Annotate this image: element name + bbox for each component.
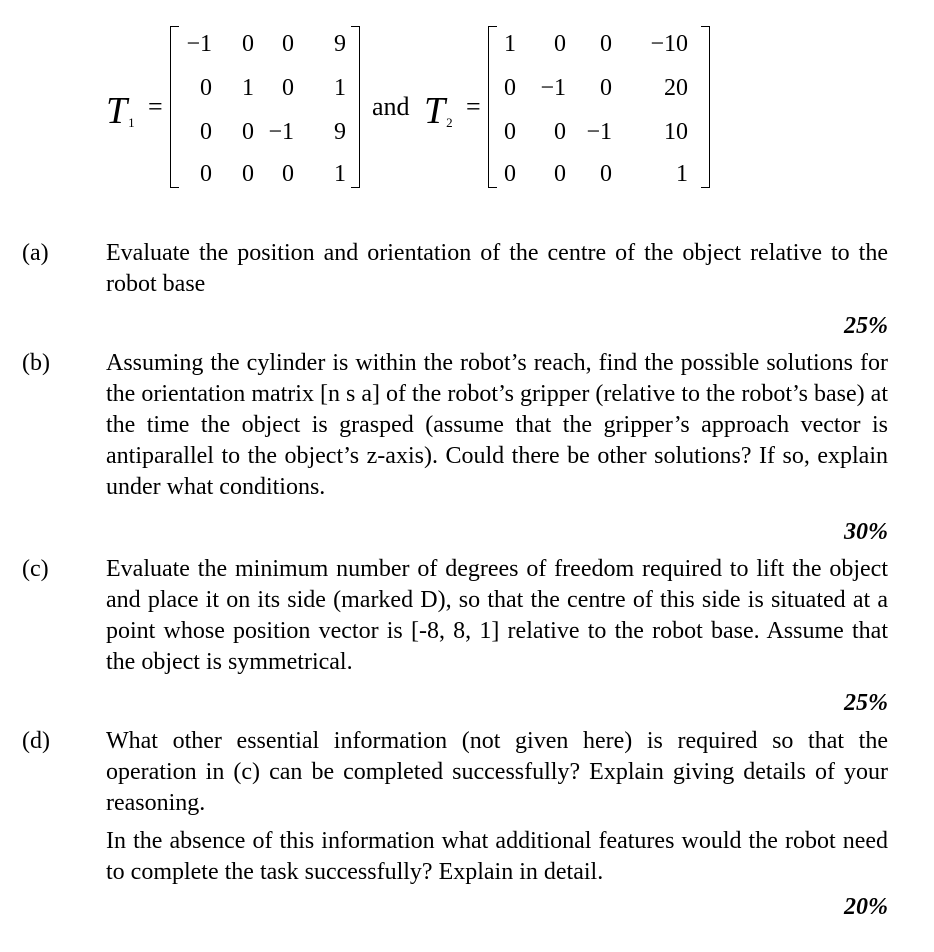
question-c-weight: 25% [844,690,888,716]
t2-matrix-cell: 0 [504,161,516,187]
t1-matrix-cell: 0 [282,75,294,101]
question-d-text-2: In the absence of this information what additional features would the robot need to complete the task successfully? Explain in detail. [106,828,888,885]
question-d-text: What other essential information (not given here) is required so that the operation in (c) can be completed successfully? Explain giving details of your reasoning. [106,728,888,816]
t2-matrix-cell: 1 [676,161,688,187]
t1-matrix-cell: 9 [334,119,346,145]
t2-matrix-cell: 0 [600,161,612,187]
t1-matrix-cell: 1 [334,161,346,187]
t1-label: T1 [106,90,135,132]
t1-matrix-cell: 0 [200,75,212,101]
t2-matrix-cell: 20 [664,75,688,101]
t2-matrix-cell: −1 [586,119,612,145]
t1-matrix-cell: 1 [242,75,254,101]
t1-matrix-cell: 1 [334,75,346,101]
t2-matrix-cell: −1 [540,75,566,101]
question-d-weight: 20% [844,894,888,920]
t1-matrix-cell: 9 [334,31,346,57]
t1-matrix-cell: 0 [242,119,254,145]
t2-equals: = [466,92,481,121]
t2-matrix-cell: 0 [554,161,566,187]
question-b-text: Assuming the cylinder is within the robot’s reach, find the possible solutions for the orientation matrix [n s a] of the robot’s gripper (relative to the robot’s base) at the time the object is grasped (assume that the gripper’s approach vector is antiparallel to the object’s z-axis). Could there be other solutions? If so, explain under what conditions. [106,350,888,500]
t2-matrix-cell: 0 [504,119,516,145]
t1-matrix [170,26,360,188]
question-c-text: Evaluate the minimum number of degrees of freedom required to lift the object and place it on its side (marked D), so that the centre of this side is situated at a point whose position vector is [-8, 8, 1] relative to the robot base. Assume that the object is symmetrical. [106,556,888,675]
t1-matrix-cell: 0 [282,31,294,57]
question-b-weight: 30% [844,519,888,545]
question-d-label: (d) [22,728,50,754]
t2-matrix-cell: 0 [600,31,612,57]
transform-equation [0,0,934,210]
t1-equals: = [148,92,163,121]
t1-matrix-cell: −1 [186,31,212,57]
t2-matrix-cell: 0 [554,31,566,57]
and-word: and [372,92,410,121]
t2-matrix-cell: 1 [504,31,516,57]
t2-matrix-cell: 0 [600,75,612,101]
question-a-weight: 25% [844,313,888,339]
t2-matrix [488,26,710,188]
t2-label: T2 [424,90,453,132]
t2-matrix-cell: −10 [650,31,688,57]
question-a-label: (a) [22,240,49,266]
t1-matrix-cell: 0 [242,31,254,57]
question-b-label: (b) [22,350,50,376]
t1-matrix-cell: 0 [282,161,294,187]
t1-matrix-cell: −1 [268,119,294,145]
t2-matrix-cell: 0 [504,75,516,101]
question-a-text: Evaluate the position and orientation of the centre of the object relative to the robot base [106,240,888,297]
t2-matrix-cell: 0 [554,119,566,145]
t2-matrix-cell: 10 [664,119,688,145]
question-c-label: (c) [22,556,49,582]
t1-matrix-cell: 0 [242,161,254,187]
t1-matrix-cell: 0 [200,161,212,187]
t1-matrix-cell: 0 [200,119,212,145]
